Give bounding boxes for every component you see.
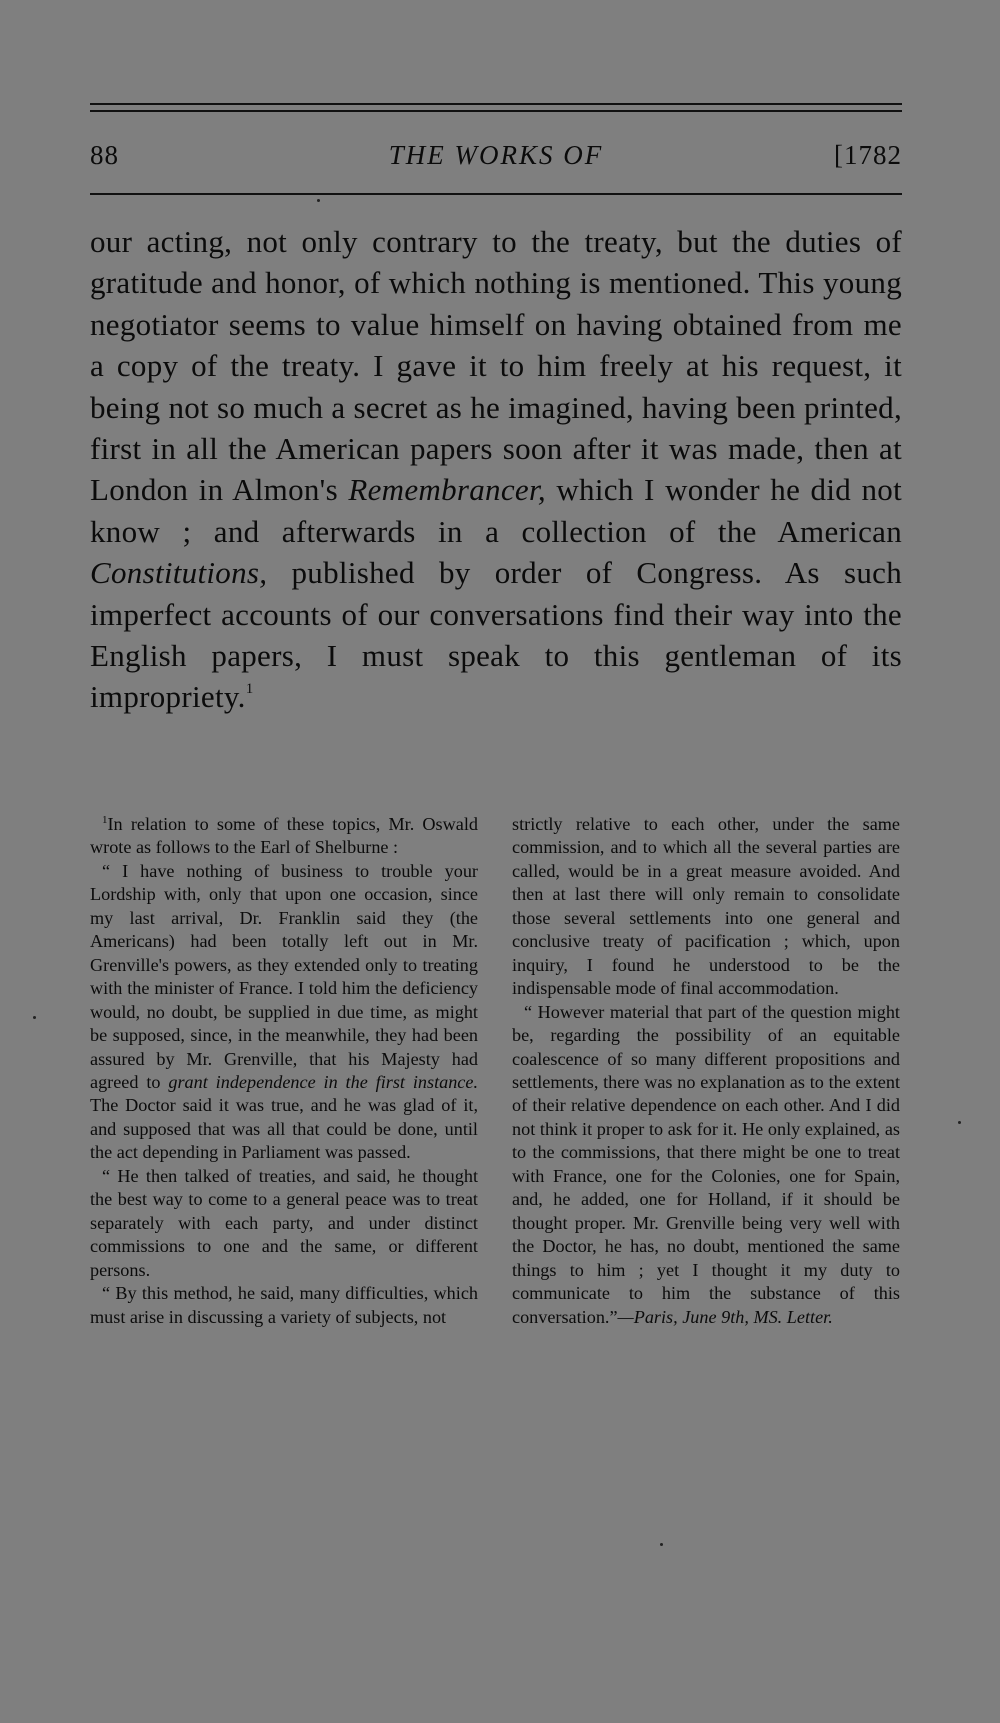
footnote-p1-italic: grant independence in the first instance. [168,1071,479,1092]
footnote-paragraph: “ He then talked of treaties, and said, he thought the best way to come to a general peace was to treat separately with each party, and under distinct commissions to one and the same, or different persons. [90,1165,478,1280]
remembrancer-title: Remembrancer, [348,472,546,508]
footnote-column-left [90,813,478,1329]
book-page [90,0,902,1723]
body-text-a: our acting, not only contrary to the treaty, but the duties of gratitude and honor, of which nothing is mentioned. This young negotiator seems to value himself on having obtained from me a copy of the treaty. I gave it to him freely at his request, it being not so much a secret as he imagined, having been printed, first in all the American papers soon after it was made, then at London in Almon's [90,224,902,508]
ink-speck [33,1016,36,1019]
top-rule [90,103,902,105]
footnote-column-right [512,813,900,1329]
top-rule-double [90,110,902,112]
page-number: 88 [90,140,119,170]
footnote-paragraph-continued: strictly relative to each other, under the same commission, and to which all the several parties are called, would be in a great measure avoided. And then at last there will only remain to consolidate those several settlements into one general and conclusive treaty of pacification ; which, upon inquiry, I found he understood to be the indispensable mode of final accommodation. [512,814,900,999]
header-rule [90,193,902,195]
footnote-intro [90,813,478,860]
constitutions-title: Constitutions, [90,555,268,591]
footnote-reference: 1 [245,681,254,698]
footnote-number: 1 [102,814,108,826]
running-year: [1782 [834,140,902,170]
footnote-paragraph [512,1001,900,1329]
body-text-b: which I wonder he did not know ; and afterwards in a collection of the American [90,472,902,549]
footnote-citation: —Paris, June 9th, MS. Letter. [617,1306,833,1327]
ink-speck [958,1121,961,1124]
body-text-c: published by order of Congress. As such imperfect accounts of our conversations find their way into the English papers, I must speak to this gentleman of its impropriety. [90,555,902,715]
footnote-p4-text: “ However material that part of the question might be, regarding the possibility of an equitable coalescence of so many different propositions and settlements, there was no explanation as to the extent of their relative dependence on each other. And I did not think it proper to ask for it. He only explained, as to the commissions, that there might be one to treat with France, one for the Colonies, one for Spain, and, he added, one for Holland, if it should be thought proper. Mr. Grenville being very well with the Doctor, he has, no doubt, mentioned the same things to him ; yet I thought it my duty to communicate to him the substance of this conversation.” [512,1001,900,1327]
footnotes [90,813,902,1533]
main-text [90,221,902,718]
footnote-intro-text: In relation to some of these topics, Mr. Oswald wrote as follows to the Earl of Shelburne : [90,814,478,858]
ink-speck [317,199,320,202]
footnote-p1-a: “ I have nothing of business to trouble your Lordship with, only that upon one occasion, since my last arrival, Dr. Franklin said they (the Americans) had been totally left out in Mr. Grenville's powers, as they extended only to treating with the minister of France. I told him the deficiency would, no doubt, be supplied in due time, as might be supposed, since, in the meanwhile, they had been assured by Mr. Grenville, that his Majesty had agreed to [90,860,478,1092]
running-head [90,136,902,176]
footnote-p1-b: The Doctor said it was true, and he was glad of it, and supposed that was all that could be done, until the act depending in Parliament was passed. [90,1095,478,1163]
footnote-paragraph: “ By this method, he said, many difficulties, which must arise in discussing a variety of subjects, not [90,1283,478,1327]
running-title: THE WORKS OF [388,140,604,170]
ink-speck [660,1543,663,1546]
body-paragraph [90,221,902,718]
footnote-paragraph [90,860,478,1165]
